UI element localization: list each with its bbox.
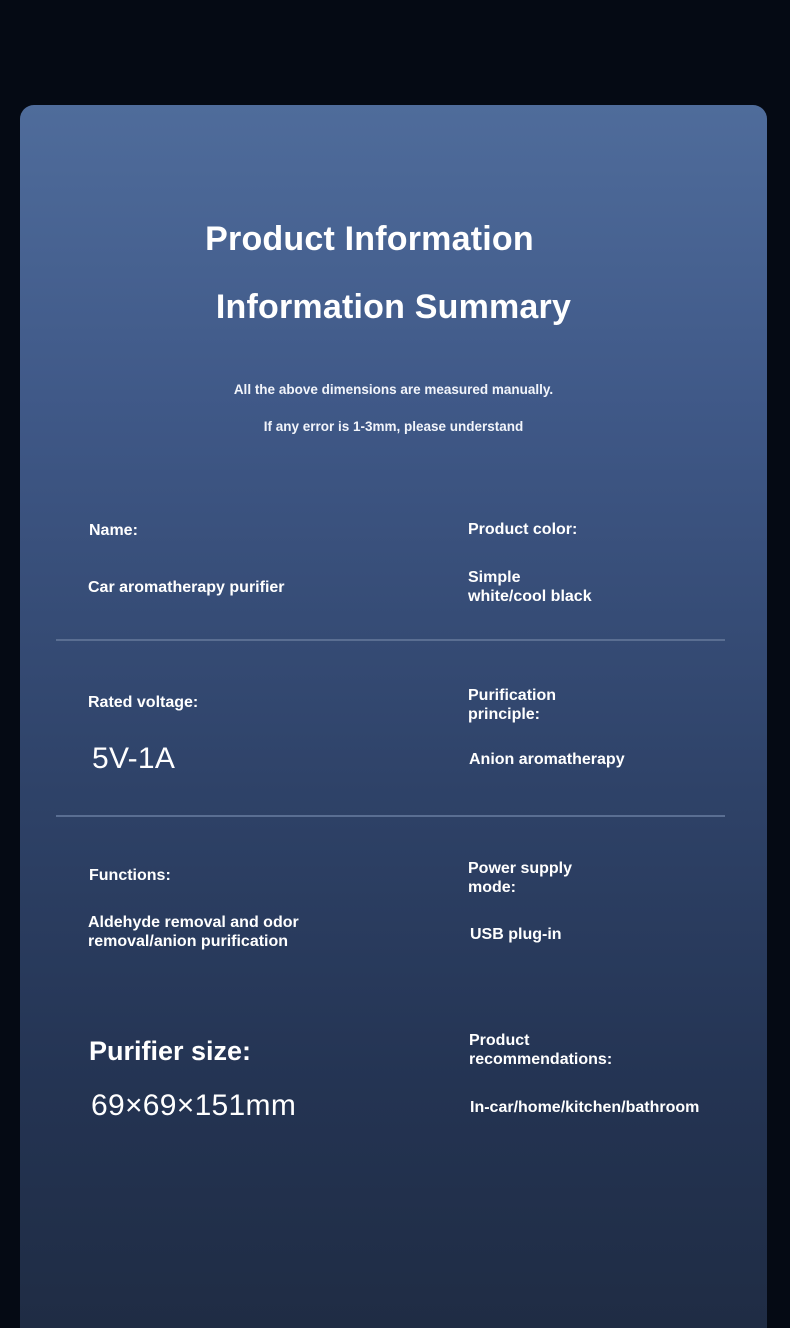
product-color-value (468, 568, 592, 606)
functions-value-line-2: removal/anion purification (88, 933, 289, 950)
rated-voltage-label: Rated voltage: (88, 694, 199, 711)
name-label: Name: (89, 522, 138, 539)
product-recommendations-label-line-1: Product (469, 1032, 530, 1049)
power-supply-mode-label-line-1: Power supply (468, 860, 573, 877)
purifier-size-value: 69×69×151mm (91, 1089, 297, 1122)
functions-label: Functions: (89, 867, 171, 884)
product-color-value-line-2: white/cool black (468, 588, 592, 605)
row-divider (56, 815, 725, 817)
page-subtitle: Information Summary (215, 288, 572, 326)
purification-principle-value: Anion aromatherapy (469, 751, 625, 768)
tolerance-note: If any error is 1-3mm, please understand (263, 419, 524, 434)
product-info-card (20, 105, 767, 1328)
product-recommendations-label (469, 1031, 612, 1069)
purifier-size-label: Purifier size: (89, 1036, 252, 1066)
functions-value (88, 913, 299, 951)
measurement-note: All the above dimensions are measured manually. (233, 382, 554, 397)
power-supply-mode-label (468, 859, 572, 897)
page-title: Product Information (205, 220, 534, 258)
product-color-value-line-1: Simple (468, 569, 521, 586)
name-value: Car aromatherapy purifier (88, 579, 285, 596)
product-color-label: Product color: (468, 521, 578, 538)
power-supply-mode-value: USB plug-in (470, 926, 562, 943)
purification-principle-label-line-2: principle: (468, 706, 541, 723)
purification-principle-label (468, 686, 556, 724)
power-supply-mode-label-line-2: mode: (468, 879, 516, 896)
rated-voltage-value: 5V-1A (92, 742, 176, 775)
product-recommendations-value: In-car/home/kitchen/bathroom (470, 1099, 700, 1116)
purification-principle-label-line-1: Purification (468, 687, 557, 704)
product-recommendations-label-line-2: recommendations: (469, 1051, 613, 1068)
row-divider (56, 639, 725, 641)
functions-value-line-1: Aldehyde removal and odor (88, 914, 299, 931)
